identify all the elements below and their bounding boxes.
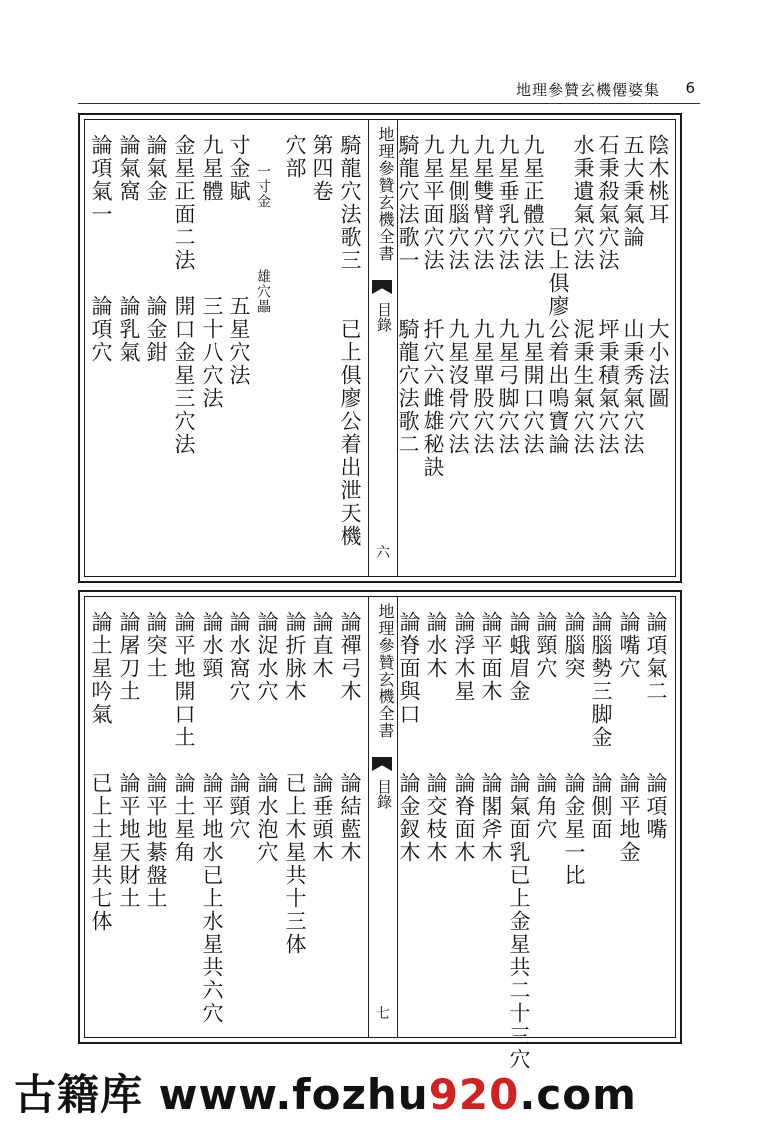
panel-inner-frame [84,596,676,1071]
gutter-section: 目錄 [375,302,393,332]
toc-column: 論浮木星 論脊面木 [452,611,476,864]
page-number: 6 [685,79,696,97]
toc-column: 論項氣一 論項穴 [89,134,113,364]
toc-column: 論突土 論平地綦盤土 [144,611,168,910]
watermark-site-name: 古籍库 [14,1070,144,1119]
gutter-section: 目錄 [375,779,393,809]
fish-tail-mark [372,280,392,294]
toc-column: 論腦突 論金星一比 [562,611,586,887]
toc-column: 九星體 三十八穴法 [200,134,224,410]
scan-panel-top [78,113,682,583]
toc-column: 論水木 論交枝木 [424,611,448,864]
gutter-leaf-number: 六 [376,545,390,561]
gutter-book-title: 地理參贊玄機全書 [376,126,395,262]
toc-column: 九星平面穴法 扦穴六雌雄秘訣 [421,134,445,479]
toc-column: 論水窩穴 論頸穴 [227,611,251,841]
toc-column: 一寸金 雄穴畾 [255,134,271,314]
toc-column: 九星垂乳穴法 九星弓脚穴法 [496,134,520,456]
toc-column: 論項氣二 論項嘴 [644,611,668,841]
panel-inner-frame [84,119,676,577]
fish-tail-mark [372,757,392,771]
toc-column: 穴部 [283,134,307,180]
toc-column: 論折脉木 已上木星共十三体 [283,611,307,956]
toc-column: 論蛾眉金 論氣面乳已上金星共二十三穴 [507,611,531,1071]
toc-column: 騎龍穴法歌一 騎龍穴法歌二 [396,134,420,456]
toc-column: 論氣金 論金鉗 [144,134,168,364]
toc-column: 論浞水穴 論水泡穴 [255,611,279,864]
toc-column: 論平地開口土 論土星角 [172,611,196,864]
toc-column: 九星側腦穴法 九星沒骨穴法 [446,134,470,456]
site-watermark [14,1062,637,1119]
toc-column: 論土星吟氣 已上土星共七体 [89,611,113,933]
watermark-url-suffix: .com [519,1070,637,1119]
toc-column: 騎龍穴法歌三 已上俱廖公着出泄天機 [338,134,362,548]
book-title: 地理參贊玄機僊婆集 [516,81,661,99]
watermark-url-prefix: www.fozhu [158,1070,429,1119]
center-gutter [368,120,398,576]
toc-column: 九星正體穴法 九星開口穴法 [521,134,545,456]
toc-column: 論腦勢三脚金 論側面 [589,611,613,841]
toc-column: 論嘴穴 論平地金 [617,611,641,864]
toc-column: 論氣窩 論乳氣 [117,134,141,364]
toc-column: 水秉遺氣穴法 泥秉生氣穴法 [571,134,595,456]
toc-column: 金星正面二法 開口金星三穴法 [172,134,196,456]
scan-panel-bottom [78,590,682,1071]
toc-column: 第四卷 [310,134,334,203]
toc-column: 論禪弓木 論結藍木 [338,611,362,864]
gutter-book-title: 地理參贊玄機全書 [376,603,395,739]
center-gutter [368,597,398,1037]
toc-column: 寸金賦 五星穴法 [227,134,251,387]
toc-column: 已上俱廖公着出鳴寶論 [546,134,570,456]
toc-column: 石秉殺氣穴法 坪秉積氣穴法 [596,134,620,456]
toc-column: 五大秉氣論 山秉秀氣穴法 [621,134,645,456]
gutter-leaf-number: 七 [376,1006,390,1022]
toc-column: 陰木桃耳 大小法圖 [646,134,670,410]
running-header [516,79,696,101]
toc-column: 九星雙臂穴法 九星單股穴法 [471,134,495,456]
toc-column: 論平面木 論閣斧木 [479,611,503,864]
header-rule [78,103,700,104]
toc-column: 論屠刀土 論平地天財土 [117,611,141,910]
watermark-url-number: 920 [428,1070,520,1119]
toc-column: 論頸穴 論角穴 [534,611,558,841]
toc-column: 論直木 論垂頭木 [310,611,334,864]
toc-column: 論脊面與口 論金釵木 [397,611,421,864]
toc-column: 論水頸 論平地水已上水星共六穴 [200,611,224,1025]
